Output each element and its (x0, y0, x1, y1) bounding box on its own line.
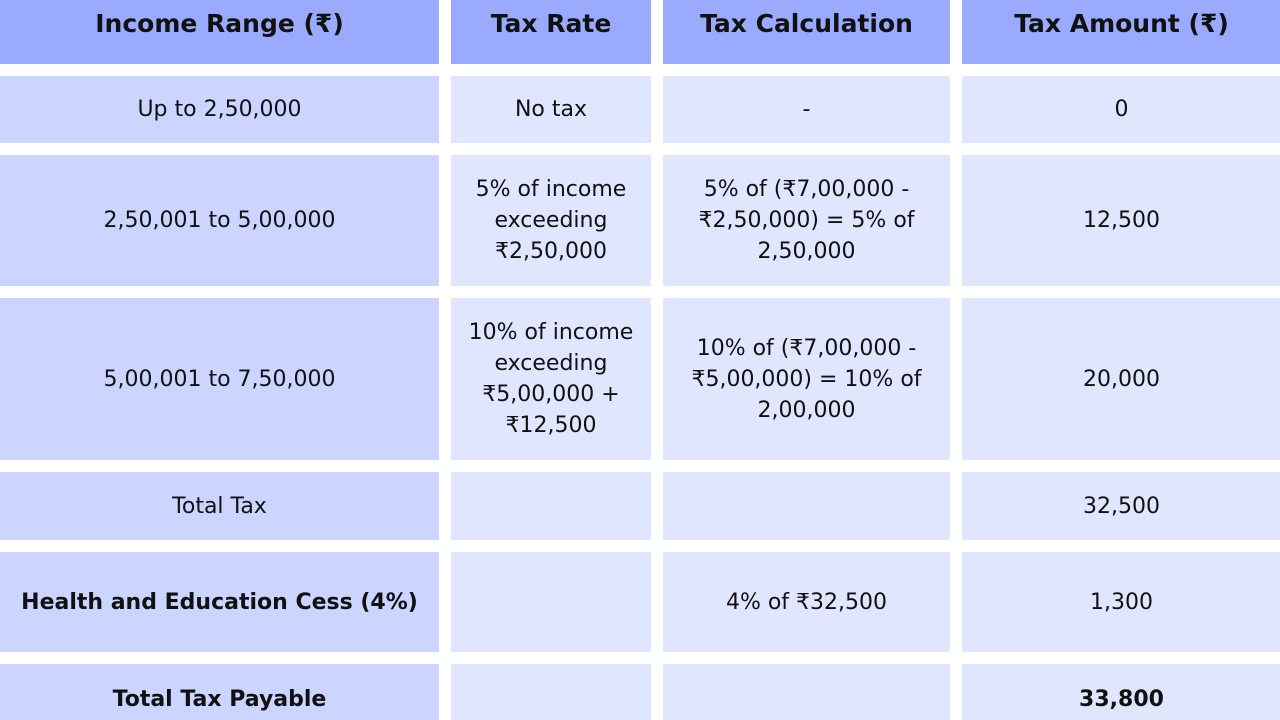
tax-amount-cell: 20,000 (962, 298, 1280, 460)
tax-calculation-cell: 10% of (₹7,00,000 - ₹5,00,000) = 10% of 2,00,000 (663, 298, 950, 460)
tax-rate-cell (451, 552, 651, 652)
income-range-cell: 2,50,001 to 5,00,000 (0, 155, 439, 286)
tax-rate-cell: 10% of income exceeding ₹5,00,000 + ₹12,500 (451, 298, 651, 460)
total-tax-amount: 32,500 (962, 472, 1280, 540)
header-tax-rate: Tax Rate (451, 0, 651, 64)
tax-rate-cell (451, 472, 651, 540)
tax-calculation-cell (663, 664, 950, 720)
total-tax-label: Total Tax (0, 472, 439, 540)
cess-amount: 1,300 (962, 552, 1280, 652)
total-payable-label: Total Tax Payable (0, 664, 439, 720)
income-range-cell: 5,00,001 to 7,50,000 (0, 298, 439, 460)
tax-rate-cell: No tax (451, 76, 651, 143)
header-income-range: Income Range (₹) (0, 0, 439, 64)
tax-calculation-cell: 5% of (₹7,00,000 - ₹2,50,000) = 5% of 2,50,000 (663, 155, 950, 286)
tax-rate-cell (451, 664, 651, 720)
tax-rate-cell: 5% of income exceeding ₹2,50,000 (451, 155, 651, 286)
cess-label: Health and Education Cess (4%) (0, 552, 439, 652)
income-range-cell: Up to 2,50,000 (0, 76, 439, 143)
header-tax-calculation: Tax Calculation (663, 0, 950, 64)
header-tax-amount: Tax Amount (₹) (962, 0, 1280, 64)
total-payable-amount: 33,800 (962, 664, 1280, 720)
tax-amount-cell: 0 (962, 76, 1280, 143)
cess-calculation: 4% of ₹32,500 (663, 552, 950, 652)
tax-amount-cell: 12,500 (962, 155, 1280, 286)
tax-calculation-cell (663, 472, 950, 540)
tax-calculation-cell: - (663, 76, 950, 143)
